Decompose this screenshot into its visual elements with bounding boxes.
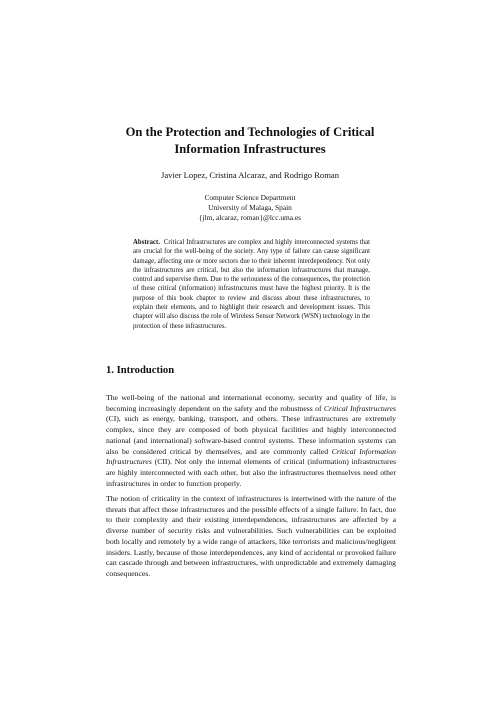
university: University of Malaga, Spain [208, 203, 292, 212]
title-line-1: On the Protection and Technologies of Critical [125, 125, 375, 139]
intro-paragraph-1 [106, 393, 396, 489]
emphasis-critical-infrastructures: Critical Infrastructures [323, 403, 396, 413]
emphasis-critical-information-infrastructures: Critical Information Infrastructures [106, 446, 396, 467]
paragraph-text: (CII). Not only the internal elements of critical (information) infrastructures are highly interconnected with each other, but also the infrastructures themselves need other infrastructures in order to function properly. [106, 457, 396, 488]
paragraph-text: The well-being of the national and international economy, security and quality of life, is becoming increasingly dependent on the safety and the robustness of [106, 393, 396, 413]
department: Computer Science Department [204, 193, 296, 202]
abstract-label: Abstract. [133, 239, 160, 246]
abstract [133, 238, 370, 331]
intro-paragraph-2: The notion of criticality in the context of infrastructures is intertwined with the nature of the threats that affect those infrastructures and the possible effects of a single failure. In fact, due to their complexity and their existing interdependences, infrastructures are affected by a diverse number of security risks and vulnerabilities. Such vulnerabilities can be exploited both locally and remotely by a wide range of attackers, like terrorists and malicious/negligent insiders. Lastly, because of those interdependences, any kind of accidental or provoked failure can cascade through and between infrastructures, with unpredictable and extremely damaging consequences. [106, 494, 396, 578]
affiliation-block [60, 193, 440, 223]
paragraph-text: (CI), such as energy, banking, transport, and others. These infrastructures are extremely complex, since they are composed of both physical facilities and highly interconnected national (and international) software-based control systems. These information systems can also be considered critical by themselves, and are commonly called [106, 414, 396, 456]
author-list: Javier Lopez, Cristina Alcaraz, and Rodrigo Roman [160, 170, 340, 180]
abstract-text: Critical Infrastructures are complex and highly interconnected systems that are crucial for the well-being of the society. Any type of failure can cause significant damage, affecting one or more sectors due to their inherent interdependency. Not only the infrastructures are critical, but also the information infrastructures that manage, control and supervise them. Due to the seriousness of the consequences, the protection of these critical (information) infrastructures must have the highest priority. It is the purpose of this book chapter to review and discuss about these infrastructures, to explain their elements, and to highlight their research and development issues. This chapter will also discuss the role of Wireless Sensor Network (WSN) technology in the protection of these infrastructures. [133, 239, 370, 330]
title-line-2: Information Infrastructures [174, 142, 326, 156]
paper-title [60, 124, 440, 158]
email: {jlm, alcaraz, roman}@lcc.uma.es [198, 213, 302, 222]
section-heading: 1. Introduction [106, 365, 175, 376]
